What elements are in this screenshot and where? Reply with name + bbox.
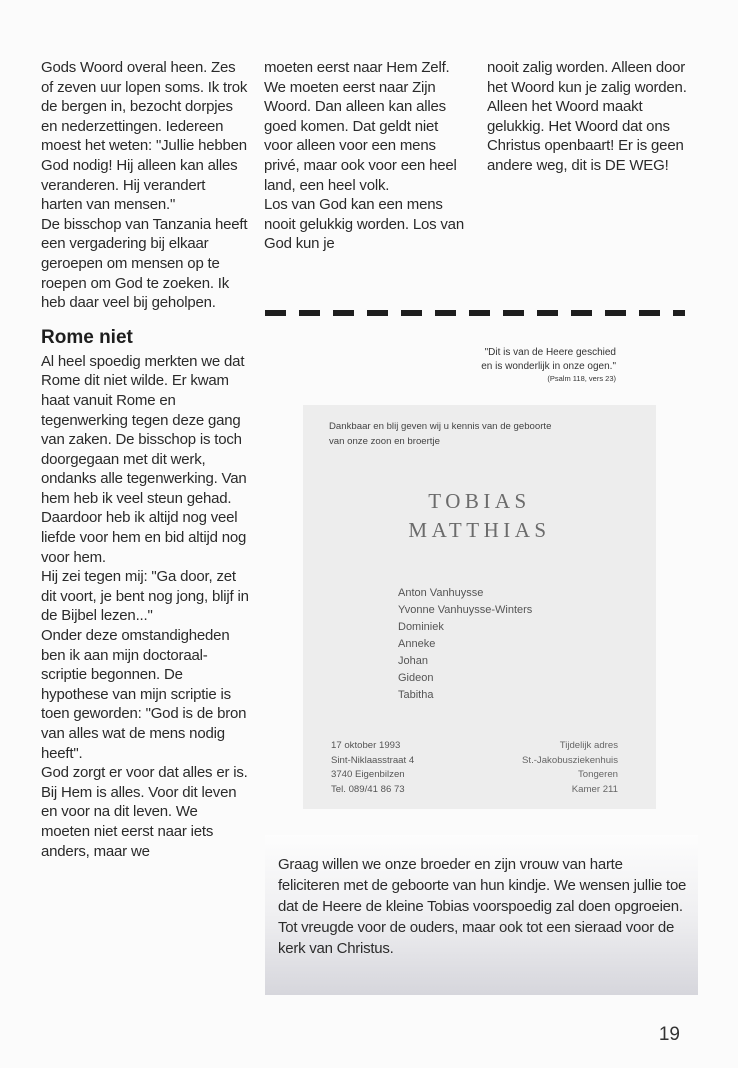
birth-announcement-card xyxy=(303,405,656,809)
page-number: 19 xyxy=(658,1024,680,1045)
announcement-intro xyxy=(329,419,639,449)
intro-line: van onze zoon en broertje xyxy=(329,436,440,447)
baby-second-name: MATTHIAS xyxy=(408,518,551,542)
home-address xyxy=(331,739,414,797)
intro-line: Dankbaar en blij geven wij u kennis van de geboorte xyxy=(329,421,552,432)
family-member: Dominiek xyxy=(398,621,444,633)
congratulations-box xyxy=(265,835,698,995)
hospital-name: St.-Jakobusziekenhuis xyxy=(522,754,618,766)
phone-number: Tel. 089/41 86 73 xyxy=(331,783,405,795)
family-member: Anneke xyxy=(398,638,436,650)
article-column-3 xyxy=(487,58,697,176)
psalm-quote xyxy=(481,346,616,384)
family-member: Gideon xyxy=(398,672,434,684)
psalm-line: en is wonderlijk in onze ogen." xyxy=(481,360,616,372)
article-paragraph: Al heel spoedig merkten we dat Rome dit niet wilde. Er kwam haat vanuit Rome en tegenwerking tegen deze gang van zaken. De bisschop is toch doorgegaan met dit werk, ondanks alle tegenwerking. Van hem heb ik veel steun gehad. Daardoor heb ik altijd nog veel liefde voor hem en bid altijd nog voor hem. xyxy=(41,352,247,566)
baby-first-name: TOBIAS xyxy=(428,489,531,513)
article-paragraph: Onder deze omstandigheden ben ik aan mijn doctoraal-scriptie begonnen. De hypothese van mijn scriptie is toen geworden: "God is de bron van alles wat de mens nodig heeft". xyxy=(41,627,247,762)
article-paragraph: moeten eerst naar Hem Zelf. We moeten eerst naar Zijn Woord. Dan alleen kan alles goed komen. Dat geldt niet voor alleen voor een mens privé, maar ook voor een heel land, een heel volk. xyxy=(264,59,457,194)
psalm-line: "Dit is van de Heere geschied xyxy=(484,347,616,358)
article-column-2 xyxy=(264,58,464,254)
article-paragraph: Hij zei tegen mij: "Ga door, zet dit voort, je bent nog jong, blijf in de Bijbel lezen..." xyxy=(41,568,249,625)
temporary-address-label: Tijdelijk adres xyxy=(559,740,618,751)
room-number: Kamer 211 xyxy=(571,783,618,795)
psalm-reference: (Psalm 118, vers 23) xyxy=(547,374,616,384)
article-column-1 xyxy=(41,58,249,861)
birth-date: 17 oktober 1993 xyxy=(331,740,401,751)
family-member: Tabitha xyxy=(398,689,434,701)
family-member: Johan xyxy=(398,655,428,667)
city-address: 3740 Eigenbilzen xyxy=(331,769,405,780)
article-paragraph: Gods Woord overal heen. Zes of zeven uur lopen soms. Ik trok de bergen in, bezocht dorpjes en nederzettingen. Iedereen moest het weten: "Jullie hebben God nodig! Hij alleen kan alles veranderen. Hij verandert harten van mensen." xyxy=(41,59,248,214)
family-member: Yvonne Vanhuysse-Winters xyxy=(398,604,533,616)
article-paragraph: nooit zalig worden. Alleen door het Woord kun je zalig worden. xyxy=(487,59,687,96)
congratulations-text: Graag willen we onze broeder en zijn vrouw van harte feliciteren met de geboorte van hun kindje. We wensen jullie toe dat de Heere de kleine Tobias voorspoedig zal doen opgroeien. Tot vreugde voor de ouders, maar ook tot een sieraad voor de kerk van Christus. xyxy=(278,856,687,957)
article-paragraph: God zorgt er voor dat alles er is. Bij Hem is alles. Voor dit leven en voor na dit leven. We moeten niet eerst naar iets anders, maar we xyxy=(41,764,248,860)
article-paragraph: De bisschop van Tanzania heeft een vergadering bij elkaar geroepen om mensen op te roepen om God te zoeken. Ik heb daar veel bij geholpen. xyxy=(41,215,248,312)
article-paragraph: Los van God kan een mens nooit gelukkig worden. Los van God kun je xyxy=(264,196,464,253)
article-paragraph: Alleen het Woord maakt gelukkig. Het Woord dat ons Christus openbaart! Er is geen andere weg, dit is DE WEG! xyxy=(487,98,684,174)
hospital-city: Tongeren xyxy=(577,769,618,780)
street-address: Sint-Niklaasstraat 4 xyxy=(331,754,415,766)
family-list xyxy=(398,585,532,704)
temporary-address xyxy=(522,739,618,797)
family-member: Anton Vanhuysse xyxy=(398,587,484,599)
section-heading: Rome niet xyxy=(41,326,133,348)
dashed-divider xyxy=(265,310,685,316)
